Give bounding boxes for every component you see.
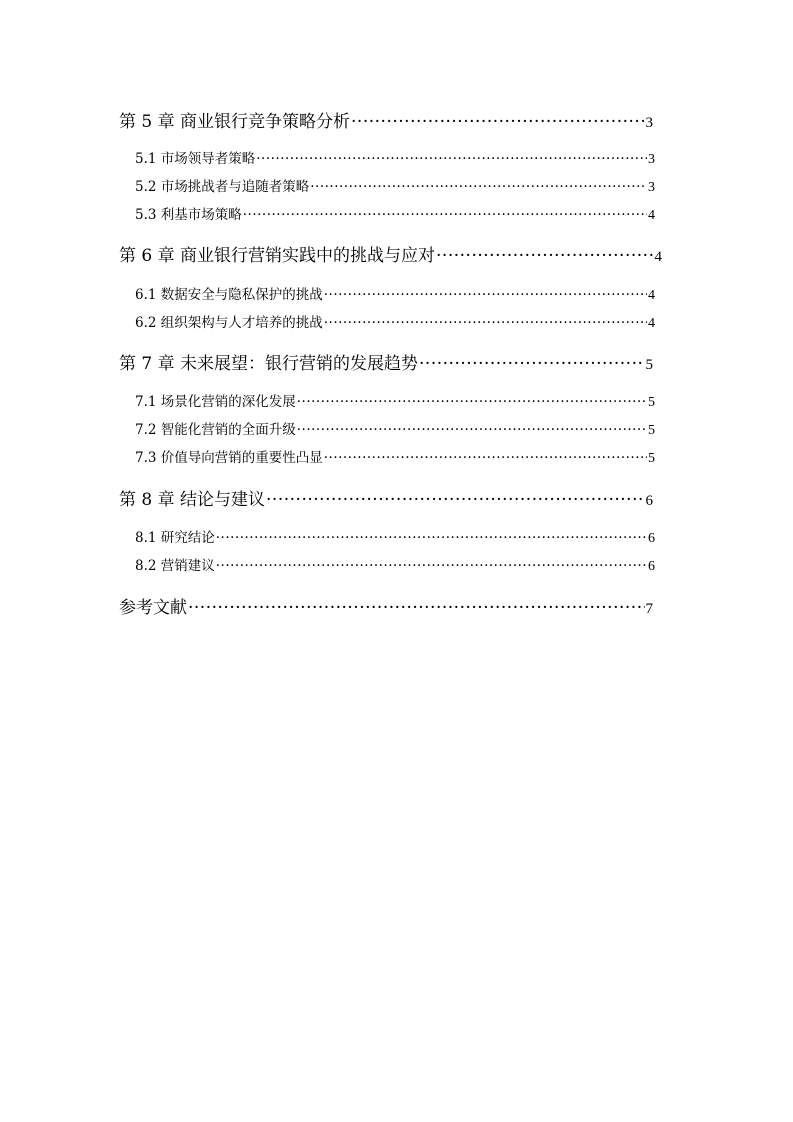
- toc-page-number: 4: [654, 249, 662, 265]
- toc-page-number: 6: [645, 493, 653, 509]
- toc-leader-dots: [436, 246, 653, 266]
- toc-leader-dots: [324, 287, 647, 303]
- toc-chapter-8[interactable]: [119, 485, 653, 510]
- toc-leader-dots: [243, 207, 647, 223]
- toc-leader-dots: [188, 598, 645, 618]
- toc-entry-title: 7.2 智能化营销的全面升级: [135, 422, 296, 438]
- toc-page-number: 5: [645, 357, 653, 373]
- toc-entry-title: 参考文献: [119, 598, 187, 618]
- toc-entry-title: 7.3 价值导向营销的重要性凸显: [135, 450, 323, 466]
- toc-entry-title: 第 6 章 商业银行营销实践中的挑战与应对: [119, 246, 436, 266]
- toc-page-number: 4: [648, 316, 655, 331]
- toc-section-5-3[interactable]: [135, 203, 655, 224]
- toc-leader-dots: [297, 422, 647, 438]
- toc-leader-dots: [419, 354, 644, 374]
- toc-section-7-3[interactable]: [135, 446, 655, 467]
- toc-leader-dots: [324, 315, 647, 331]
- toc-page-number: 3: [648, 180, 655, 195]
- toc-page-number: 4: [648, 208, 655, 223]
- toc-leader-dots: [216, 558, 647, 574]
- toc-page-number: 6: [648, 531, 655, 546]
- toc-page-number: 6: [648, 559, 655, 574]
- toc-section-7-2[interactable]: [135, 418, 655, 439]
- toc-page-number: 7: [645, 601, 653, 617]
- toc-leader-dots: [216, 530, 647, 546]
- toc-section-7-1[interactable]: [135, 390, 655, 411]
- toc-leader-dots: [266, 490, 644, 510]
- toc-entry-title: 第 7 章 未来展望：银行营销的发展趋势: [119, 354, 419, 374]
- toc-entry-title: 第 8 章 结论与建议: [119, 490, 266, 510]
- toc-leader-dots: [351, 112, 644, 132]
- toc-page-number: 4: [648, 288, 655, 303]
- toc-page-number: 3: [645, 115, 653, 131]
- toc-entry-title: 6.1 数据安全与隐私保护的挑战: [135, 287, 323, 303]
- toc-page-number: 5: [648, 395, 655, 410]
- toc-entry-title: 6.2 组织架构与人才培养的挑战: [135, 315, 323, 331]
- toc-entry-title: 7.1 场景化营销的深化发展: [135, 394, 296, 410]
- toc-chapter-6[interactable]: [119, 241, 662, 266]
- toc-section-6-2[interactable]: [135, 311, 655, 332]
- toc-entry-title: 8.1 研究结论: [135, 530, 215, 546]
- toc-section-5-2[interactable]: [135, 175, 655, 196]
- toc-entry-title: 5.2 市场挑战者与追随者策略: [135, 179, 310, 195]
- toc-entry-title: 第 5 章 商业银行竞争策略分析: [119, 112, 351, 132]
- toc-chapter-7[interactable]: [119, 349, 653, 374]
- toc-entry-title: 8.2 营销建议: [135, 558, 215, 574]
- toc-page-number: 5: [648, 451, 655, 466]
- toc-section-6-1[interactable]: [135, 283, 655, 304]
- toc-entry-title: 5.3 利基市场策略: [135, 207, 242, 223]
- toc-section-8-2[interactable]: [135, 554, 655, 575]
- toc-references[interactable]: [119, 593, 653, 618]
- toc-chapter-5[interactable]: [119, 107, 653, 132]
- toc-leader-dots: [256, 151, 647, 167]
- toc-leader-dots: [297, 394, 647, 410]
- toc-section-8-1[interactable]: [135, 526, 655, 547]
- toc-section-5-1[interactable]: [135, 147, 655, 168]
- toc-leader-dots: [324, 450, 647, 466]
- toc-leader-dots: [310, 179, 647, 195]
- toc-page-number: 3: [648, 152, 655, 167]
- toc-page-number: 5: [648, 423, 655, 438]
- toc-entry-title: 5.1 市场领导者策略: [135, 151, 256, 167]
